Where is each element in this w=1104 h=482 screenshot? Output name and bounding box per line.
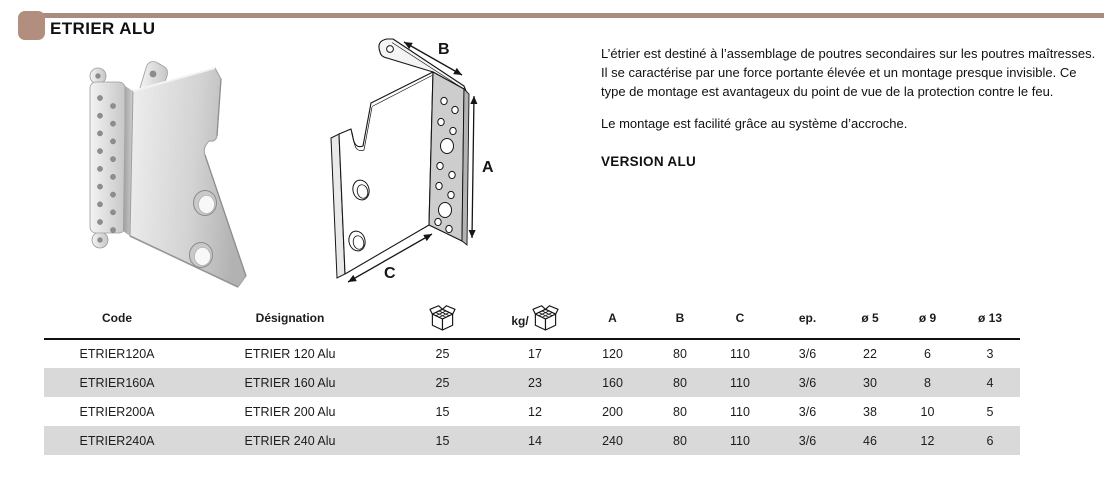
col-header-a: A xyxy=(575,297,650,339)
cell-d13: 5 xyxy=(986,404,994,419)
col-header-d5: ø 5 xyxy=(845,297,895,339)
cell-a: 200 xyxy=(602,404,623,419)
table-row xyxy=(44,339,1020,368)
col-header-code: Code xyxy=(44,297,190,339)
box-icon xyxy=(532,305,559,331)
cell-qty: 15 xyxy=(435,404,450,419)
col-header-d9: ø 9 xyxy=(895,297,960,339)
col-header-c: C xyxy=(710,297,770,339)
cell-d5: 38 xyxy=(863,404,877,419)
cell-d9: 6 xyxy=(924,347,931,361)
cell-kg: 14 xyxy=(528,433,542,448)
header-accent-square-icon xyxy=(18,11,45,40)
cell-code: ETRIER160A xyxy=(79,375,155,390)
cell-designation: ETRIER 120 Alu xyxy=(244,347,336,361)
description-paragraph-2: Le montage est facilité grâce au système d’accroche. xyxy=(601,116,908,131)
dim-label-a: A xyxy=(482,159,494,176)
cell-ep: 3/6 xyxy=(798,375,817,390)
cell-a: 240 xyxy=(602,433,623,448)
cell-b: 80 xyxy=(673,347,687,361)
col-header-ep: ep. xyxy=(770,297,845,339)
product-photo-illustration xyxy=(68,46,306,294)
description-paragraph-1: L’étrier est destiné à l’assemblage de poutres secondaires sur les poutres maîtresses. Il se caractérise par une force portante élevée et un montage presque invisible. Ce type de montage est avantageux du point de vue de la protection contre le feu. xyxy=(601,46,1096,99)
cell-d13: 4 xyxy=(986,375,994,390)
cell-d5: 46 xyxy=(863,433,877,448)
cell-c: 110 xyxy=(730,433,750,448)
etrier-alu-isometric-icon xyxy=(312,26,570,292)
etrier-alu-photo-icon xyxy=(68,46,306,294)
table-row xyxy=(44,368,1020,397)
col-header-d13: ø 13 xyxy=(960,297,1020,339)
cell-b: 80 xyxy=(673,375,687,390)
cell-d13: 3 xyxy=(986,347,994,361)
cell-a: 160 xyxy=(602,375,623,390)
version-label: VERSION ALU xyxy=(601,154,697,169)
cell-designation: ETRIER 200 Alu xyxy=(244,404,336,419)
cell-d5: 30 xyxy=(863,375,877,390)
table-row xyxy=(44,397,1020,426)
cell-c: 110 xyxy=(730,375,750,390)
cell-c: 110 xyxy=(730,347,750,361)
cell-designation: ETRIER 160 Alu xyxy=(244,375,336,390)
col-header-designation: Désignation xyxy=(190,297,390,339)
cell-code: ETRIER200A xyxy=(79,404,155,419)
col-header-qty-per-box xyxy=(390,297,495,339)
cell-qty: 25 xyxy=(435,375,450,390)
description-block xyxy=(601,44,1101,171)
col-header-b: B xyxy=(650,297,710,339)
cell-ep: 3/6 xyxy=(798,347,817,361)
cell-c: 110 xyxy=(730,404,750,419)
col-header-kg-per-box xyxy=(495,297,575,339)
cell-qty: 25 xyxy=(435,347,450,361)
table-header-row xyxy=(44,297,1020,339)
cell-a: 120 xyxy=(602,347,623,361)
spec-table xyxy=(44,297,1020,455)
cell-ep: 3/6 xyxy=(798,433,817,448)
cell-qty: 15 xyxy=(435,433,450,448)
cell-designation: ETRIER 240 Alu xyxy=(244,433,336,448)
cell-kg: 12 xyxy=(528,404,542,419)
cell-b: 80 xyxy=(673,404,687,419)
cell-b: 80 xyxy=(673,433,687,448)
cell-d9: 10 xyxy=(920,404,935,419)
cell-ep: 3/6 xyxy=(798,404,817,419)
cell-kg: 23 xyxy=(528,375,542,390)
table-row xyxy=(44,426,1020,455)
page-title: ETRIER ALU xyxy=(50,19,156,38)
cell-code: ETRIER240A xyxy=(79,433,155,448)
cell-code: ETRIER120A xyxy=(79,347,155,361)
cell-d9: 12 xyxy=(920,433,935,448)
box-icon xyxy=(390,305,495,331)
cell-kg: 17 xyxy=(528,347,542,361)
dim-label-c: C xyxy=(384,265,396,282)
cell-d5: 22 xyxy=(863,347,877,361)
kg-prefix-label: kg/ xyxy=(511,313,529,328)
dim-label-b: B xyxy=(438,41,450,58)
cell-d13: 6 xyxy=(986,433,994,448)
dimension-drawing xyxy=(312,26,570,292)
header-accent-line xyxy=(34,13,1104,18)
cell-d9: 8 xyxy=(924,375,931,390)
